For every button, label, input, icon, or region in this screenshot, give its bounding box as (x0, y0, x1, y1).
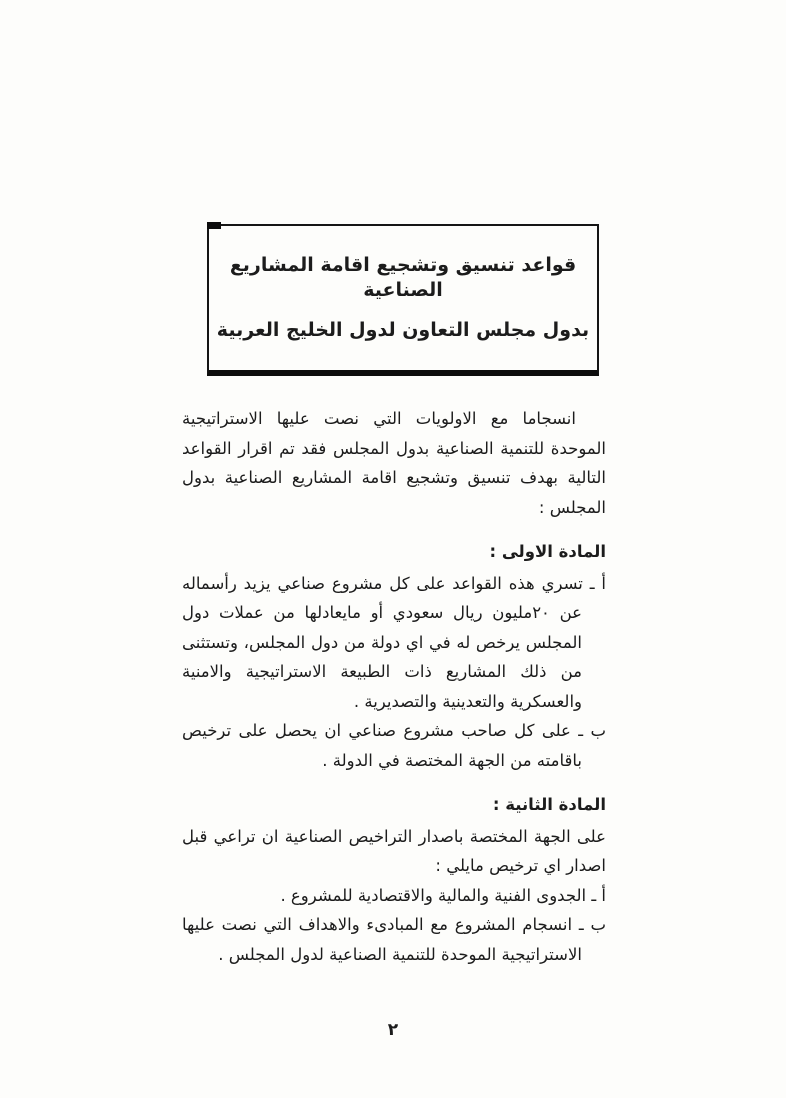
article-1-item-b: ب ـ على كل صاحب مشروع صناعي ان يحصل على ترخيص باقامته من الجهة المختصة في الدولة . (182, 721, 606, 770)
article-2-item-a: أ ـ الجدوى الفنية والمالية والاقتصادية للمشروع . (280, 885, 606, 905)
document-title-line-2: بدول مجلس التعاون لدول الخليج العربية (216, 319, 590, 342)
intro-paragraph: انسجاما مع الاولويات التي نصت عليها الاستراتيجية الموحدة للتنمية الصناعية بدول المجلس فقد تم اقرار القواعد التالية بهدف تنسيق وتشجيع اقامة المشاريع الصناعية بدول المجلس : (182, 409, 606, 517)
document-body (182, 404, 606, 969)
article-2-heading: المادة الثانية : (492, 795, 606, 814)
article-1-heading: المادة الاولى : (489, 542, 606, 561)
article-1-item-a: أ ـ تسري هذه القواعد على كل مشروع صناعي يزيد رأسماله عن ٢٠مليون ريال سعودي أو مايعادلها من عملات دول المجلس يرخص له في اي دولة من دول المجلس، وتستثنى من ذلك المشاريع ذات الطبيعة الاستراتيجية والامنية والعسكرية والتعدينية والتصديرية . (182, 573, 606, 711)
page-number: ٢ (387, 1020, 399, 1040)
article-2-intro: على الجهة المختصة باصدار التراخيص الصناعية ان تراعي قبل اصدار اي ترخيص مايلي : (182, 826, 606, 875)
document-title-line-1: قواعد تنسيق وتشجيع اقامة المشاريع الصناعية (229, 253, 577, 301)
article-2-item-b: ب ـ انسجام المشروع مع المبادىء والاهداف التي نصت عليها الاستراتيجية الموحدة للتنمية الصناعية لدول المجلس . (182, 915, 606, 964)
title-box (207, 224, 599, 376)
